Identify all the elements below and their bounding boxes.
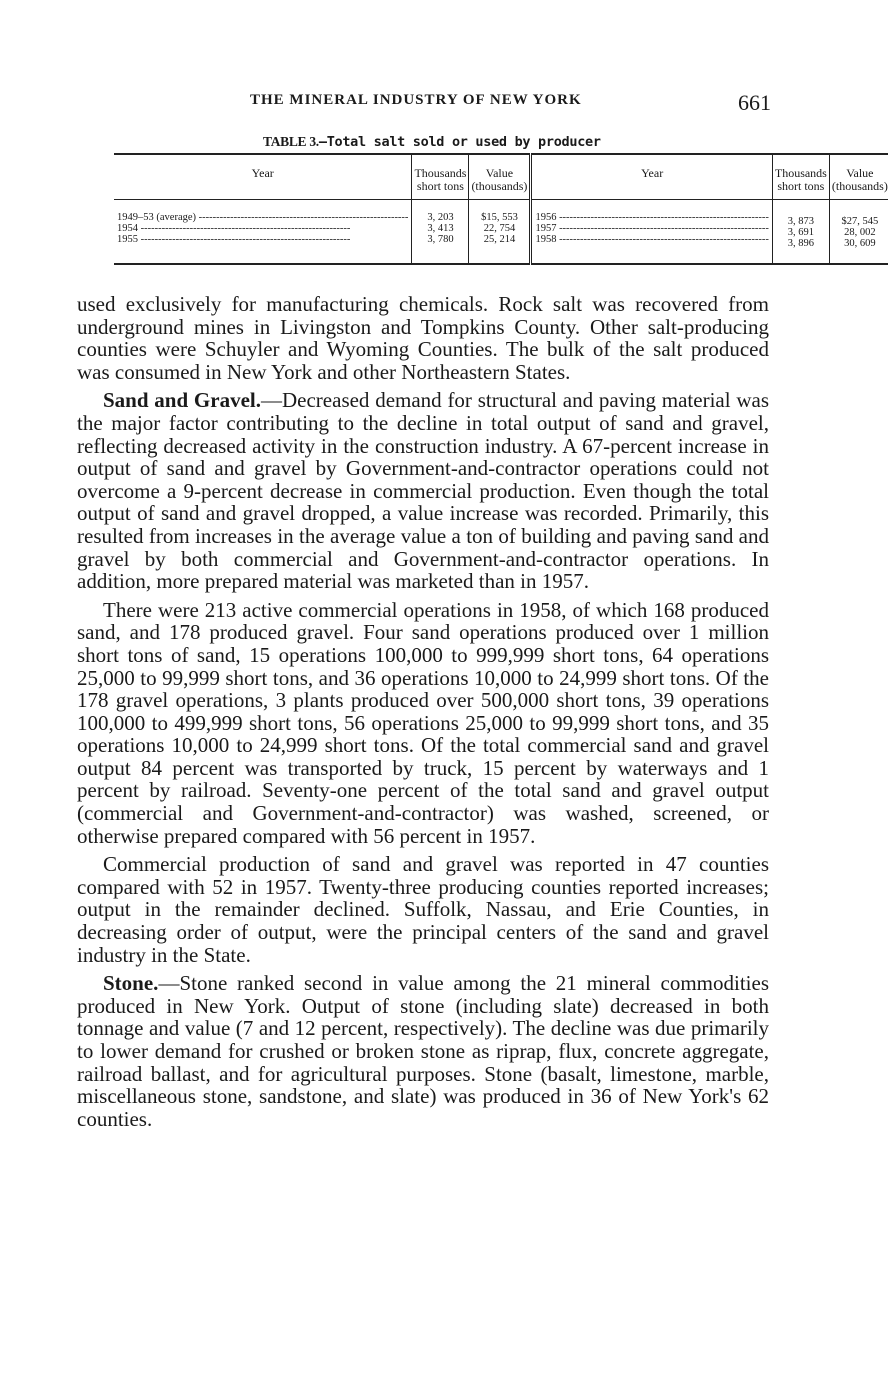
tons-cell: 3, 780 <box>427 234 454 245</box>
col-year-right: Year <box>531 154 772 200</box>
paragraph-operations: There were 213 active commercial operations in 1958, of which 168 produced sand, and 178 produced gravel. Four sand operations produced over 1 million short tons of sand, 15 operations 100,000 to 999,999 short tons, 64 operations 25,000 to 99,999 short tons, and 36 operations 10,000 to 24,999 short tons. Of the 178 gravel operations, 3 plants produced over 500,000 short tons, 39 operations 100,000 to 499,999 short tons, 56 operations 25,000 to 99,999 short tons, and 35 operations 10,000 to 24,999 short tons. Of the total commercial sand and gravel output 84 percent was transported by truck, 15 percent by waterways and 1 percent by railroad. Seventy-one percent of the total sand and gravel output (commercial and Government-and-contractor) was washed, screened, or otherwise prepared compared with 56 percent in 1957. <box>77 597 769 848</box>
year-cell: 1958 ------------------------------------------------------------ <box>535 234 769 245</box>
tons-cell: 3, 896 <box>787 238 814 249</box>
table-caption <box>263 134 601 150</box>
paragraph-salt: used exclusively for manufacturing chemicals. Rock salt was recovered from underground mines in Livingston and Tompkins County. Other salt-producing counties were Schuyler and Wyoming Counties. The bulk of the salt produced was consumed in New York and other Northeastern States. <box>77 292 769 384</box>
values-left <box>469 200 531 265</box>
table-caption-text: —Total salt sold or used by producer <box>318 134 601 150</box>
running-title: THE MINERAL INDUSTRY OF NEW YORK <box>250 92 582 108</box>
section-heading-stone: Stone. <box>103 971 159 996</box>
paragraph-text: —Decreased demand for structural and paving material was the major factor contributing to the decline in total output of sand and gravel, reflecting decreased activity in the construction industry. A 67-percent increase in output of sand and gravel by Government-and-contractor operations could not overcome a 9-percent decrease in commercial production. Even though the total output of sand and gravel dropped, a value increase was recorded. Primarily, this resulted from increases in the average value a ton of building and paving sand and gravel by both commercial and Government-and-contractor operations. In addition, more prepared material was marketed than in 1957. <box>77 388 769 594</box>
year-cell: 1949–53 (average) ------------------------------------------------------------ <box>117 212 409 223</box>
tons-left <box>412 200 469 265</box>
page-number: 661 <box>738 90 771 115</box>
year-cell: 1956 ------------------------------------------------------------ <box>535 212 769 223</box>
tons-cell: 3, 413 <box>427 223 454 234</box>
paragraph-stone <box>77 972 769 1130</box>
table-header-row <box>114 154 888 200</box>
table-row <box>114 200 888 265</box>
value-cell: 28, 002 <box>844 227 876 238</box>
table-caption-label: TABLE 3. <box>263 134 319 149</box>
col-value-left: Value (thousands) <box>469 154 531 200</box>
paragraph-text: —Stone ranked second in value among the 21 mineral commodities produced in New York. Output of stone (including slate) decreased in both tonnage and value (7 and 12 percent, respectively). The decline was due primarily to lower demand for crushed or broken stone as riprap, flux, concrete aggregate, railroad ballast, and for agricultural purposes. Stone (basalt, limestone, marble, miscellaneous stone, sandstone, and slate) was produced in 36 of New York's 62 counties. <box>77 971 769 1131</box>
value-cell: $15, 553 <box>481 212 518 223</box>
body-text <box>77 293 769 1136</box>
paragraph-counties: Commercial production of sand and gravel was reported in 47 counties compared with 52 in 1957. Twenty-three producing counties reported increases; output in the remainder declined. Suffolk, Nassau, and Erie Counties, in decreasing order of output, were the principal centers of the sand and gravel industry in the State. <box>77 852 769 967</box>
year-cell: 1954 ------------------------------------------------------------ <box>117 223 351 234</box>
tons-right <box>772 200 829 265</box>
section-heading-sand-gravel: Sand and Gravel. <box>103 388 261 413</box>
value-cell: 30, 609 <box>844 238 876 249</box>
year-cell: 1955 ------------------------------------------------------------ <box>117 234 351 245</box>
tons-cell: 3, 203 <box>427 212 454 223</box>
year-cell: 1957 ------------------------------------------------------------ <box>535 223 769 234</box>
col-tons-left: Thousands short tons <box>412 154 469 200</box>
years-right <box>531 200 772 265</box>
value-cell: 25, 214 <box>483 234 516 245</box>
col-tons-right: Thousands short tons <box>772 154 829 200</box>
col-year-left: Year <box>114 154 412 200</box>
values-right <box>829 200 888 265</box>
col-value-right: Value (thousands) <box>829 154 888 200</box>
years-left <box>114 200 412 265</box>
tons-cell: 3, 873 <box>787 216 814 227</box>
value-cell: $27, 545 <box>841 216 879 227</box>
tons-cell: 3, 691 <box>787 227 814 238</box>
paragraph-sand-gravel <box>77 389 769 592</box>
value-cell: 22, 754 <box>483 223 516 234</box>
salt-table <box>114 153 888 265</box>
